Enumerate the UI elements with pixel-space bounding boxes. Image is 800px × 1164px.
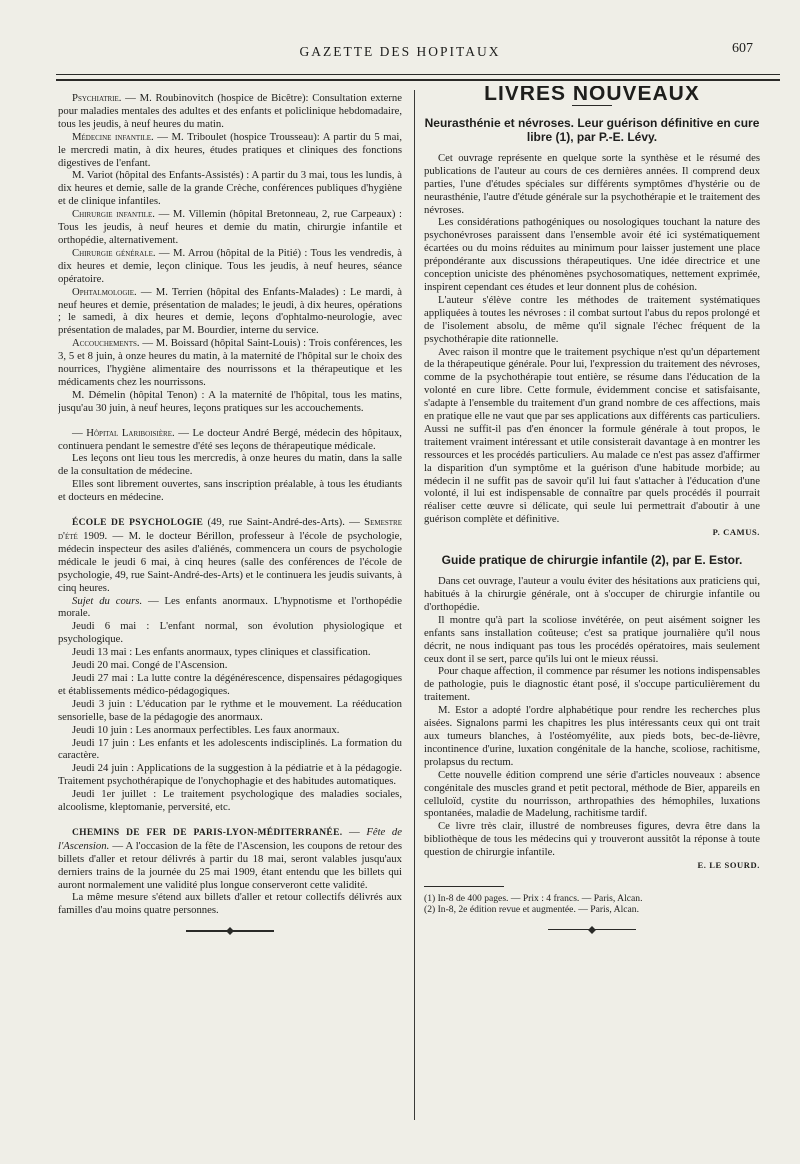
paragraph: Pour chaque affection, il commence par résumer les notions indispensables de pathologie, puis le diagnostic étant posé, il s'occupe particulièrement du traitement. bbox=[424, 665, 760, 704]
section-heading: Semestre d'été bbox=[58, 516, 402, 542]
section-heading: ÉCOLE DE PSYCHOLOGIE bbox=[72, 518, 204, 529]
paragraph: Cette nouvelle édition comprend une série d'articles nouveaux : absence congénitale des muscles grand et petit pectoral, méthode de Bier, appareils en celluloïd, cystite du nourrisson, arthropathies des hémophiles, luxations spontanées, maladie de Madelung, rachitisme tardif. bbox=[424, 768, 760, 820]
paragraph: M. Variot (hôpital des Enfants-Assistés) : A partir du 3 mai, tous les lundis, à dix heures et demie, salle de la grande Crèche, conférences publiques d'hygiène et de clinique infantiles. bbox=[58, 169, 402, 208]
paragraph bbox=[58, 286, 402, 338]
paragraph: La même mesure s'étend aux billets d'aller et retour collectifs délivrés aux familles d'au moins quatre personnes. bbox=[58, 891, 402, 917]
paragraph bbox=[58, 131, 402, 170]
paragraph-text: — M. Terrien (hôpital des Enfants-Malades) : Le mardi, à neuf heures et demie, présentation de malades; le jeudi, à dix heures, opérations ; le samedi, à dix heures et demie, leçons d'ophtalmo-neurologie, avec présentation de malades, par M. Bourdier, interne du service. bbox=[58, 285, 402, 337]
section-heading: Chirurgie infantile. bbox=[72, 208, 155, 221]
paragraph bbox=[58, 208, 402, 247]
column-divider bbox=[414, 90, 415, 1120]
lesson-item: Jeudi 17 juin : Les enfants et les adolescents indisciplinés. La formation du caractère. bbox=[58, 736, 402, 762]
header-rule-thick bbox=[56, 79, 780, 81]
paragraph bbox=[58, 516, 402, 594]
paragraph-text: — A l'occasion de la fête de l'Ascension, les coupons de retour des billets d'aller et retour délivrés à partir du 18 mai, seront valables jusqu'aux derniers trains de la journée du 25 mai 1909, étant entendu que les billets qui auront normalement une validité plus longue conserveront cette validité. bbox=[58, 839, 402, 891]
paragraph: M. Démelin (hôpital Tenon) : A la maternité de l'hôpital, tous les matins, jusqu'au 30 juin, à neuf heures, leçons pratiques sur les accouchements. bbox=[58, 388, 402, 414]
title-rule bbox=[572, 105, 612, 106]
paragraph: Ce livre très clair, illustré de nombreuses figures, devra être dans la bibliothèque de tous les médecins qui y trouveront aussitôt la réponse à toute question de chirurgie infantile. bbox=[424, 820, 760, 859]
paragraph: Les considérations pathogéniques ou nosologiques touchant la nature des psychonévroses paraissent dans l'ensemble avoir été ici systématiquement écartées ou du moins réduites au minimum pour laisser justement une place prépondérante aux discussions thérapeutiques. Une idée directrice et une conception uniciste des phénomènes psychosomatiques, nettement exprimée, inspirent cependant ces études et leur donnent plus de cohésion. bbox=[424, 216, 760, 293]
paragraph-text: — M. Arrou (hôpital de la Pitié) : Tous les vendredis, à dix heures et demie, leçon clinique. Tous les jeudis, à neuf heures, séance opératoire. bbox=[58, 246, 402, 285]
section-title: LIVRES NOUVEAUX bbox=[484, 86, 700, 105]
article-title: Guide pratique de chirurgie infantile (2), par E. Estor. bbox=[441, 553, 743, 568]
paragraph-text: — M. Villemin (hôpital Bretonneau, 2, rue Carpeaux) : Tous les jeudis, à neuf heures et demie du matin, chirurgie infantile et orthopédie, alternativement. bbox=[58, 208, 402, 246]
paragraph-text: — M. Boissard (hôpital Saint-Louis) : Trois conférences, les 3, 5 et 8 juin, à onze heures du matin, à la maternité de l'hôpital sur le choix des nourrices, l'hygiène alimentaire des nourrissons et la thérapeutique et les médicaments chez les nourrissons. bbox=[58, 337, 402, 388]
lesson-item: Jeudi 24 juin : Applications de la suggestion à la pédiatrie et à la pédagogie. Traitement psychothérapique de l'onychophagie et des habitudes automatiques. bbox=[58, 762, 402, 788]
paragraph-text: — M. Triboulet (hospice Trousseau): A partir du 5 mai, le mercredi matin, à dix heures, études pratiques et cliniques des fonctions digestives de l'enfant. bbox=[58, 130, 402, 169]
footnote-rule bbox=[424, 886, 504, 887]
paragraph bbox=[58, 427, 402, 453]
paragraph bbox=[58, 595, 402, 621]
section-heading: Psychiatrie. bbox=[72, 92, 122, 104]
section-heading: Ophtalmologie. bbox=[72, 285, 137, 298]
section-heading: — Hôpital Lariboisière. bbox=[72, 426, 175, 439]
italic-label: Sujet du cours. bbox=[72, 594, 143, 607]
paragraph: Dans cet ouvrage, l'auteur a voulu éviter des hésitations aux praticiens qui, habitués à la chirurgie générale, ont à s'occuper de chirurgie infantile ou d'orthopédie. bbox=[424, 575, 760, 613]
lesson-item: Jeudi 3 juin : L'éducation par le rythme et le mouvement. La rééducation sensorielle, base de la pédagogie des anormaux. bbox=[58, 697, 402, 723]
signature: P. CAMUS. bbox=[712, 527, 760, 538]
paragraph-text: — M. Roubinovitch (hospice de Bicêtre): Consultation externe pour maladies mentales des adultes et des enfants et policlinique hebdomadaire, tous les jeudis, à neuf heures du matin. bbox=[58, 92, 402, 130]
paragraph: Cet ouvrage représente en quelque sorte la synthèse et le résumé des publications de l'auteur au cours de ces dernières années. Il comprend deux parties, l'une d'études spéciales sur différents symptômes d'hystérie ou de neurasthénie, l'autre d'étude générale sur la psychothérapie et le traitement des névroses. bbox=[424, 151, 760, 216]
lesson-item: Jeudi 20 mai. Congé de l'Ascension. bbox=[72, 659, 228, 672]
footnote: (1) In-8 de 400 pages. — Prix : 4 francs. — Paris, Alcan. bbox=[424, 892, 643, 904]
paragraph bbox=[58, 92, 402, 131]
lesson-item: Jeudi 27 mai : La lutte contre la dégénérescence, dispensaires pédagogiques et établissements médico-pédagogiques. bbox=[58, 671, 402, 697]
signature: E. LE SOURD. bbox=[697, 860, 760, 871]
paragraph: Elles sont librement ouvertes, sans inscription préalable, à tous les étudiants et docteurs en médecine. bbox=[58, 478, 402, 504]
paragraph: CHEMINS DE FER DE PARIS-LYON-MÉDITERRANÉE. — Fête de l'Ascension. — A l'occasion de la fête de l'Ascension, les coupons de retour des billets d'aller et retour délivrés à partir du 18 mai, seront valables jusqu'aux derniers trains de la journée du 25 mai 1909, étant entendu que les billets qui auront normalement une validité plus longue conserveront cette validité. bbox=[58, 825, 402, 891]
footnote: (2) In-8, 2e édition revue et augmentée. — Paris, Alcan. bbox=[424, 904, 639, 916]
journal-title: GAZETTE DES HOPITAUX bbox=[299, 44, 501, 59]
lesson-item: Jeudi 6 mai : L'enfant normal, son évolution physiologique et psychologique. bbox=[58, 620, 402, 646]
section-heading: Médecine infantile. bbox=[72, 130, 154, 143]
lesson-item: Jeudi 13 mai : Les enfants anormaux, types cliniques et classification. bbox=[72, 646, 371, 659]
paragraph bbox=[58, 247, 402, 286]
right-column bbox=[424, 86, 760, 1126]
paragraph-text: 1909. — M. le docteur Bérillon, professeur à l'école de psychologie, médecin inspecteur des asiles d'aliénés, commencera un cours de psychologie médicale le jeudi 6 mai, à cinq heures (salle des conférences de l'école de psychologie, 49, rue Saint-André-des-Arts) et le continuera les jeudis suivants, à cinq heures. bbox=[58, 530, 402, 594]
section-heading: Chirurgie générale. bbox=[72, 246, 156, 259]
paragraph: Les leçons ont lieu tous les mercredis, à onze heures du matin, dans la salle de la consultation de médecine. bbox=[58, 452, 402, 478]
lesson-item: Jeudi 1er juillet : Le traitement psychologique des maladies sociales, alcoolisme, kleptomanie, perversité, etc. bbox=[58, 788, 402, 814]
paragraph-text: — Le docteur André Bergé, médecin des hôpitaux, continuera pendant le semestre d'été ses leçons de thérapeutique médicale. bbox=[58, 426, 402, 452]
page-number: 607 bbox=[732, 41, 753, 56]
section-heading: Accouchements. bbox=[72, 337, 140, 350]
paragraph: Il montre qu'à part la scoliose invétérée, on peut aisément soigner les enfants sans installation coûteuse; c'est sa pratique journalière qu'il nous décrit, ne nous indiquant pas tous les procédés opératoires, mais seulement ceux dont il se sert, parce qu'ils lui ont le mieux réussi. bbox=[424, 613, 760, 665]
left-column bbox=[58, 92, 402, 1132]
ornament-separator bbox=[186, 927, 274, 935]
header-rule-thin bbox=[56, 74, 780, 75]
paragraph: L'auteur s'élève contre les méthodes de traitement systématiques appliquées à toutes les névroses : il combat surtout l'abus du repos prolongé et de l'isolement absolu, de même qu'il signale l'échec fréquent de la psychothérapie dite rationnelle. bbox=[424, 293, 760, 345]
paragraph-text: — Les enfants anormaux. L'hypnotisme et l'orthopédie morale. bbox=[58, 594, 402, 620]
paragraph: M. Estor a adopté l'ordre alphabétique pour rendre les recherches plus aisées. Signalons parmi les chapitres les plus intéressants ceux qui ont trait aux tumeurs blanches, à l'ostéomyélite, aux pieds bots, bec-de-lièvre, incontinence d'urine, luxation congénitale de la hanche, scoliose, rachitisme, prolapsus du rectum. bbox=[424, 704, 760, 768]
paragraph: Avec raison il montre que le traitement psychique n'est qu'un département de la thérapeutique générale. Pour lui, l'expression du traitement des névroses, comme de la psychothérapie tout entière, se résume dans l'éducation de la volonté en cure libre. Cette formule, évidemment concise et satisfaisante, s'adapte à l'ensemble du traitement d'un grand nombre de ces affections, mais en pratique elle ne vaut que par ses applications aux différents cas particuliers. Aussi ne suffit-il pas d'en énoncer la formule générale à tout propos, le traitement vraiment intéressant et utile consisterait davantage à en montrer les ressources et les procédés particuliers. Au malade ce n'est pas assez d'affirmer la disparition d'un symptôme et la guérison d'une habitude morbide; au médecin il ne suffit pas de savoir qu'il lui faut s'attacher à l'éducation d'une volonté, il lui est indispensable de connaître par quels procédés il pourrait réaliser cette œuvre si délicate, qui seule lui permettrait d'aboutir à une guérison complète et définitive. bbox=[424, 345, 760, 526]
italic-label: Fête de l'Ascension. bbox=[58, 825, 402, 852]
ornament-separator bbox=[548, 926, 636, 934]
section-heading: CHEMINS DE FER DE PARIS-LYON-MÉDITERRANÉE. bbox=[72, 827, 343, 838]
paragraph bbox=[58, 337, 402, 389]
article-title: Neurasthénie et névroses. Leur guérison définitive en cure libre (1), par P.-E. Lévy. bbox=[424, 115, 760, 144]
paragraph-text: (49, rue Saint-André-des-Arts). — bbox=[207, 516, 360, 529]
lesson-item: Jeudi 10 juin : Les anormaux perfectibles. Les faux anormaux. bbox=[72, 723, 340, 736]
